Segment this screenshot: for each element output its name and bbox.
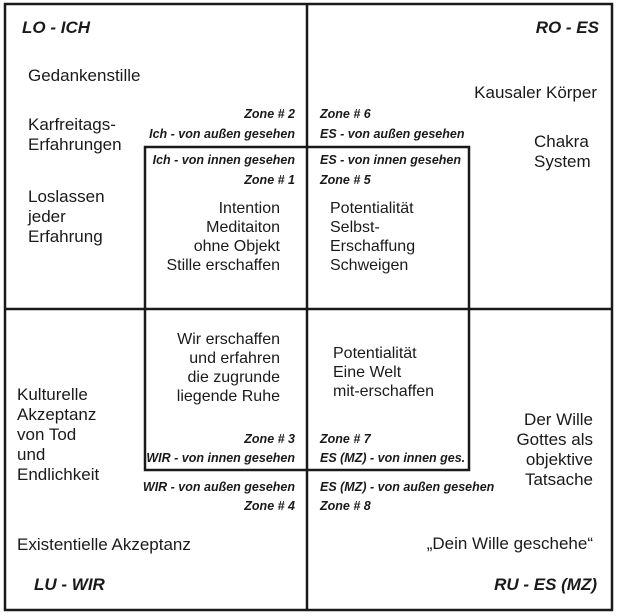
zone-5-label: ES - von innen gesehen [320,153,461,167]
lo-loslassen: Loslassen jeder Erfahrung [28,187,105,247]
zone-5-number: Zone # 5 [320,173,371,187]
ru-wille-gottes: Der Wille Gottes als objektive Tatsache [516,410,593,490]
ro-chakra-system: Chakra System [534,132,591,172]
ro-kausaler-koerper: Kausaler Körper [474,83,597,102]
zone-2-label: Ich - von außen gesehen [149,127,295,141]
ru-dein-wille: „Dein Wille geschehe“ [426,534,593,553]
zone-6-label: ES - von außen gesehen [320,127,465,141]
lo-karfreitags: Karfreitags- Erfahrungen [28,115,122,155]
zone-2-number: Zone # 2 [244,107,295,121]
zone-8-label: ES (MZ) - von außen gesehen [320,480,495,494]
inner-tl-text: Intention Meditaiton ohne Objekt Stille erschaffen [166,200,280,274]
zone-7-label: ES (MZ) - von innen ges. [320,451,466,465]
corner-label-ro: RO - ES [535,18,599,37]
zone-1-label: Ich - von innen gesehen [152,153,295,167]
zone-4-number: Zone # 4 [244,499,295,513]
corner-label-lu: LU - WIR [34,575,105,594]
zone-1-number: Zone # 1 [244,173,295,187]
lu-kulturelle-akzeptanz: Kulturelle Akzeptanz von Tod und Endlichkeit [17,385,100,485]
lo-gedankenstille: Gedankenstille [28,66,141,85]
zone-8-number: Zone # 8 [320,499,371,513]
zone-3-number: Zone # 3 [244,432,295,446]
inner-tr-text: Potentialität Selbst- Erschaffung Schweigen [330,200,416,274]
lu-existentielle-akzeptanz: Existentielle Akzeptanz [17,535,191,554]
inner-br-text: Potentialität Eine Welt mit-erschaffen [333,345,435,400]
corner-label-lo: LO - ICH [22,18,90,37]
corner-label-ru: RU - ES (MZ) [494,575,597,594]
zone-6-number: Zone # 6 [320,107,371,121]
zone-3-label: WIR - von innen gesehen [146,451,295,465]
zone-4-label: WIR - von außen gesehen [142,480,295,494]
inner-bl-text: Wir erschaffen und erfahren die zugrunde liegende Ruhe [176,331,280,405]
zone-7-number: Zone # 7 [320,432,371,446]
